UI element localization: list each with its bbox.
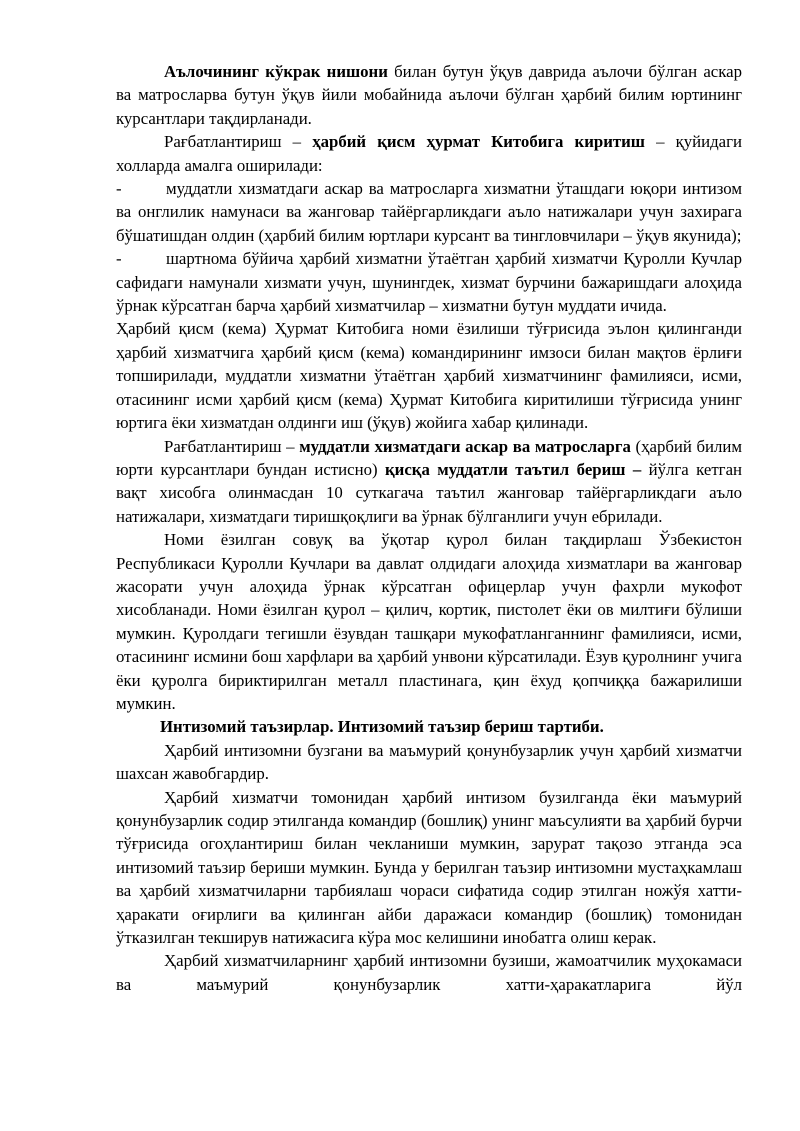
paragraph-honor-badge [116, 60, 742, 130]
bold-term: ҳарбий қисм ҳурмат Китобига киритиш [312, 132, 645, 152]
list-item: - муддатли хизматдаги аскар ва матросларга хизматни ўташдаги юқори интизом ва онглилик намунаси ва жанговар тайёргарликдаги аъло натижалари учун захирага бўшатишдан олдин (ҳарбий билим юртлари курсант ва тингловчилари – ўқув якунида); [116, 177, 742, 247]
paragraph-text: билан бутун ўқув даврида аълочи бўлган аскар ва матросларва бутун ўқув йили мобайнида аълочи бўлган ҳарбий билим юртининг курсантлари тақдирланади. [116, 62, 742, 128]
bold-term: муддатли хизматдаги аскар ва матросларга [299, 436, 631, 456]
paragraph-text: (ҳарбий билим юрти курсантлари бундан истисно) [116, 436, 743, 479]
paragraph-short-leave [116, 435, 742, 529]
paragraph-commander-action: Ҳарбий хизматчи томонидан ҳарбий интизом бузилганда ёки маъмурий қонунбузарлик содир этилганда командир (бошлиқ) унинг маъсулияти ва ҳарбий бурчи тўғрисида огоҳлантириш билан чекланиши мумкин, зарурат тақозо этганда эса интизомий таъзир бериши мумкин. Бунда у берилган таъзир интизомни мустаҳкамлаш ва ҳарбий хизматчиларни тарбиялаш чораси сифатида содир этилган ножўя хатти-ҳаракати оғирлиги ва қилинган айби даражаси командир (бошлиқ) томонидан ўтказилган текширув натижасига кўра мос келишини инобатга олиш керак. [116, 787, 742, 948]
paragraph-violations: Ҳарбий хизматчиларнинг ҳарбий интизомни бузиши, жамоатчилик муҳокамаси ва маъмурий қонунбузарлик хатти-ҳаракатларига йўл [116, 951, 742, 994]
paragraph-text: Рағбатлантириш – [164, 132, 313, 152]
paragraph-text: Рағбатлантириш – [164, 436, 300, 456]
paragraph-text: – қуйидаги холларда амалга оширилади: [116, 132, 742, 175]
paragraph-honor-book-notice: Ҳарбий қисм (кема) Ҳурмат Китобига номи ёзилиши тўғрисида эълон қилинганди ҳарбий хизматчига ҳарбий қисм (кема) командирининг имзоси билан мақтов ёрлиғи топширилади, муддатли хизматни ўтаётган ҳарбий хизматчининг фамилияси, исми, отасининг исми ҳарбий қисм (кема) Ҳурмат Китобига киритилиши тўғрисида унинг юртига ёки хизматдан олдинги иш (ўқув) жойига хабар қилинади. [116, 319, 742, 433]
paragraph-honor-book [116, 130, 742, 177]
bold-term: қисқа муддатли таътил бериш – [384, 459, 642, 479]
list-item-text: шартнома бўйича ҳарбий хизматни ўтаётган ҳарбий хизматчи Қуролли Кучлар сафидаги намунали хизмати учун, шунингдек, хизмат бурчини бажаришдаги алоҳида ўрнак кўрсатган барча ҳарбий хизматчилар – хизматни бутун муддати ичида. [116, 249, 742, 316]
section-heading: Интизомий таъзирлар. Интизомий таъзир бериш тартиби. [160, 717, 604, 737]
paragraph-named-weapon: Номи ёзилган совуқ ва ўқотар қурол билан тақдирлаш Ўзбекистон Республикаси Қуролли Кучлари ва давлат олдидаги алоҳида хизматлари ва жанговар жасорати учун алоҳида ўрнак кўрсатган офицерлар учун фахрли мукофот хисобланади. Номи ёзилган қурол – қилич, кортик, пистолет ёки ов милтиғи бўлиши мумкин. Қуролдаги тегишли ёзувдан ташқари мукофатланганнинг фамилияси, исми, отасининг исмини бош харфлари ва ҳарбий унвони кўрсатилади. Ёзув қуролнинг учига ёки қуролга бириктирилган металл пластинага, қин ёхуд қопчиққа бажарилиши мумкин. [116, 530, 743, 713]
list-item-text: муддатли хизматдаги аскар ва матросларга хизматни ўташдаги юқори интизом ва онглилик намунаси ва жанговар тайёргарликдаги аъло натижалари учун захирага бўшатишдан олдин (ҳарбий билим юртлари курсант ва тингловчилари – ўқув якунида); [116, 179, 742, 245]
document-page [116, 60, 742, 996]
paragraph-responsibility: Ҳарбий интизомни бузгани ва маъмурий қонунбузарлик учун ҳарбий хизматчи шахсан жавобгардир. [116, 740, 742, 784]
paragraph-text: йўлга кетган вақт хисобга олинмасдан 10 суткагача таътил жанговар тайёргарликдаги аъло натижалари, хизматдаги тиришқоқлиги ва ўрнак бўлганлиги учун ебрилади. [116, 459, 742, 526]
bold-term: Аълочининг кўкрак нишони [164, 62, 388, 81]
list-item: - шартнома бўйича ҳарбий хизматни ўтаётган ҳарбий хизматчи Қуролли Кучлар сафидаги намунали хизмати учун, шунингдек, хизмат бурчини бажаришдаги алоҳида ўрнак кўрсатган барча ҳарбий хизматчилар – хизматни бутун муддати ичида. [116, 247, 742, 317]
